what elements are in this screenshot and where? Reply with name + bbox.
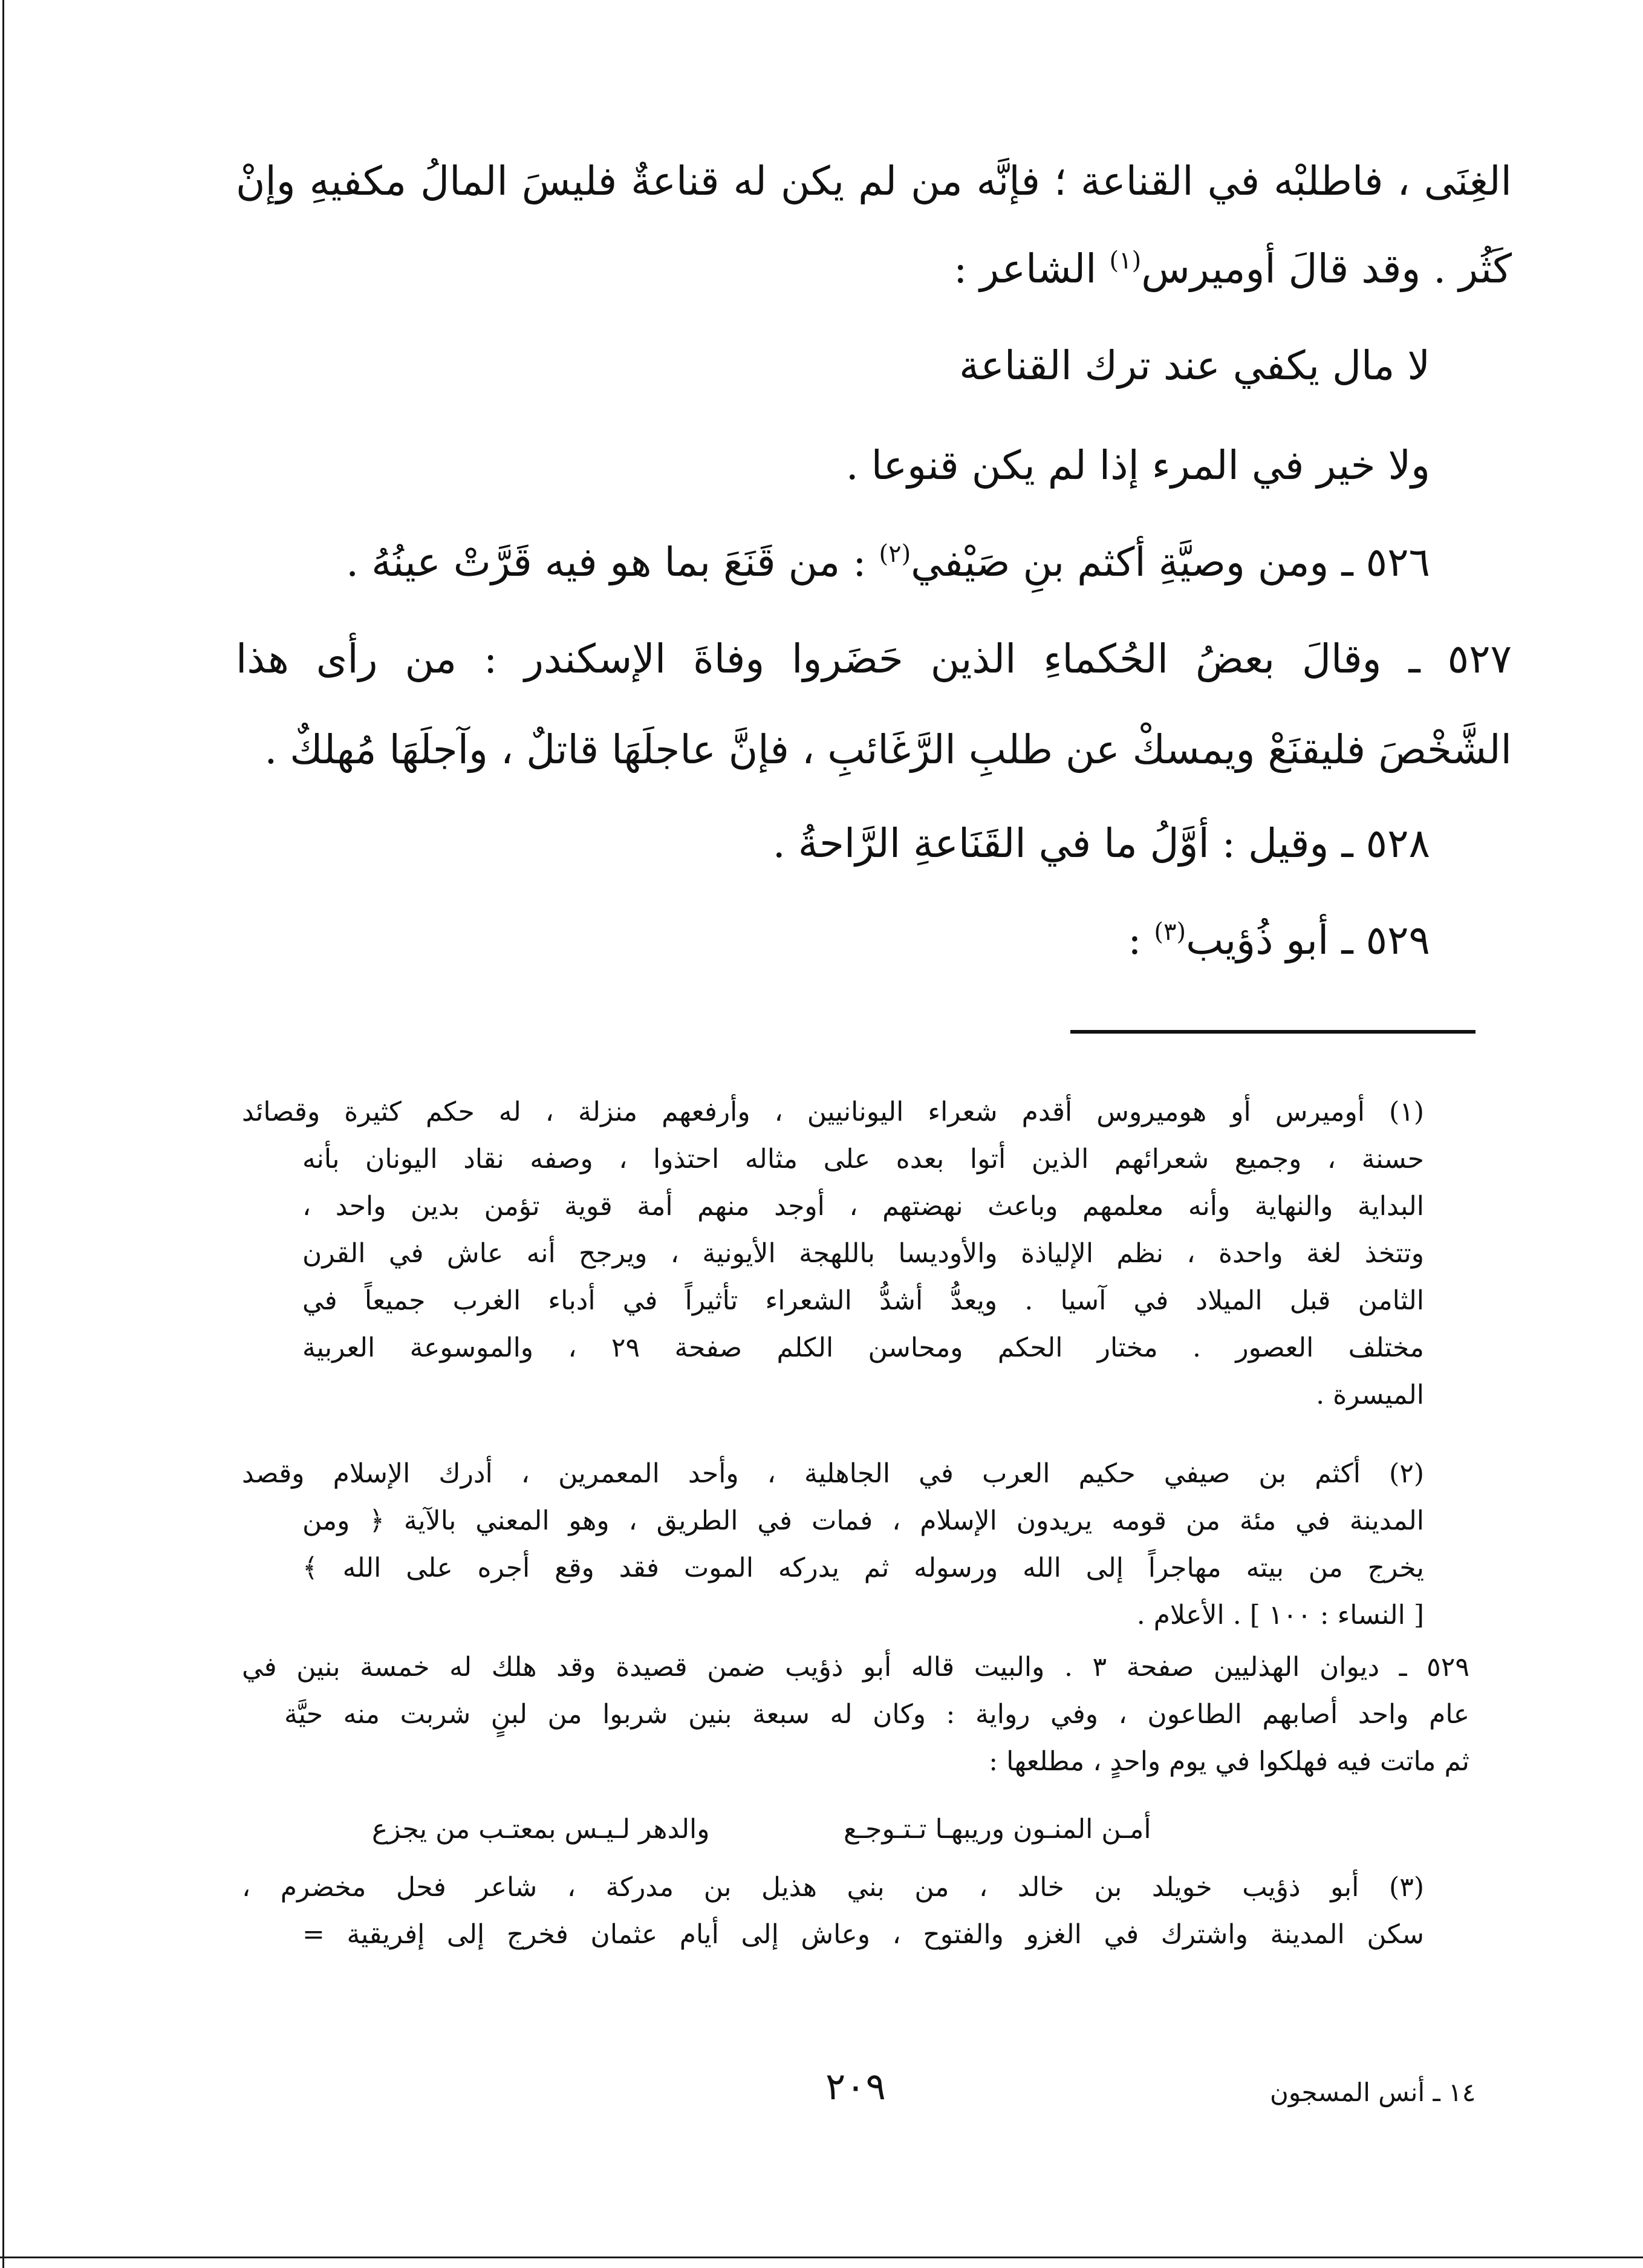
paragraph-line <box>236 154 1512 209</box>
verse-line <box>236 339 1430 393</box>
saying-text: : من قَنَعَ بما هو فيه قَرَّتْ عينُهُ . <box>346 539 879 585</box>
footnote-2 <box>242 1450 1424 1644</box>
footnote-line: سكن المدينة واشترك في الغزو والفتوح ، وعاش إلى أيام عثمان فخرج إلى إفريقية = <box>302 1919 1424 1950</box>
saying-text: ٥٢٧ ـ وقالَ بعضُ الحُكماءِ الذين حَضَروا وفاةَ الإسكندر : من رأى هذا <box>236 636 1512 682</box>
scan-frame-left-edge <box>2 0 4 2268</box>
footnote-ref-1: (١) <box>1109 247 1142 275</box>
footnote-3 <box>242 1864 1424 1961</box>
paragraph-text: كَثُر . وقد قالَ أوميرس <box>1141 246 1512 292</box>
footnote-line: عام واحد أصابهم الطاعون ، وفي رواية : وكان له سبعة بنين شربوا من لبنٍ شربت منه حيَّة <box>284 1699 1469 1730</box>
saying-528 <box>236 816 1430 871</box>
note-529 <box>242 1644 1469 1789</box>
footnote-line: (٢) أكثم بن صيفي حكيم العرب في الجاهلية ، وأحد المعمرين ، أدرك الإسلام وقصد <box>242 1458 1424 1489</box>
footnote-verse-left-hemistich: والدهر لـيـس بمعتـب من يجزع <box>372 1814 710 1845</box>
saying-text: : <box>1128 917 1154 963</box>
saying-526 <box>236 535 1430 590</box>
footnote-line: [ النساء : ١٠٠ ] . الأعلام . <box>1136 1600 1424 1631</box>
footnote-verse-right-hemistich: أمـن المنـون وريبهـا تـتـوجـع <box>844 1814 1151 1845</box>
saying-text: الشَّخْصَ فليقنَعْ ويمسكْ عن طلبِ الرَّغَائبِ ، فإنَّ عاجلَهَا قاتلٌ ، وآجلَهَا مُهلكٌ . <box>264 726 1512 773</box>
saying-text: ٥٢٦ ـ ومن وصيَّةِ أكثم بنِ صَيْفي <box>911 539 1430 585</box>
footnote-separator <box>1070 1030 1475 1034</box>
footnote-line: الميسرة . <box>1316 1380 1424 1410</box>
footnote-line: المدينة في مئة من قومه يريدون الإسلام ، فمات في الطريق ، وهو المعني بالآية ﴿ ومن <box>302 1505 1424 1536</box>
footnote-line: ٥٢٩ ـ ديوان الهذليين صفحة ٣ . والبيت قاله أبو ذؤيب ضمن قصيدة وقد هلك له خمسة بنين في <box>242 1652 1469 1683</box>
verse-text: لا مال يكفي عند ترك القناعة <box>959 342 1430 389</box>
footnote-line: (٣) أبو ذؤيب خويلد بن خالد ، من بني هذيل بن مدركة ، شاعر فحل مخضرم ، <box>242 1872 1424 1903</box>
footnote-line: وتتخذ لغة واحدة ، نظم الإلياذة والأوديسا باللهجة الأيونية ، ويرجح أنه عاش في القرن <box>302 1238 1424 1269</box>
verse-text: ولا خير في المرء إذا لم يكن قنوعا . <box>845 442 1430 489</box>
footnote-1 <box>242 1089 1424 1427</box>
paragraph-text: الغِنَى ، فاطلبْه في القناعة ؛ فإنَّه من لم يكن له قناعةٌ فليسَ المالُ مكفيهِ وإنْ <box>236 158 1512 204</box>
footnote-line: (١) أوميرس أو هوميروس أقدم شعراء اليونانيين ، وأرفعهم منزلة ، له حكم كثيرة وقصائد <box>242 1097 1424 1127</box>
footnote-line: البداية والنهاية وأنه معلمهم وباعث نهضتهم ، أوجد منهم أمة قوية تؤمن بدين واحد ، <box>302 1191 1424 1222</box>
signature-mark: ١٤ ـ أنس المسجون <box>1270 2077 1476 2107</box>
footnote-line: ثم ماتت فيه فهلكوا في يوم واحدٍ ، مطلعها : <box>989 1746 1469 1777</box>
paragraph-text: الشاعر : <box>954 246 1110 292</box>
paragraph-line <box>236 242 1512 296</box>
saying-527-line <box>236 632 1512 686</box>
verse-line <box>236 438 1430 493</box>
footnote-line: الثامن قبل الميلاد في آسيا . ويعدُّ أشدُّ الشعراء تأثيراً في أدباء الغرب جميعاً في <box>302 1285 1424 1316</box>
saying-text: ٥٢٨ ـ وقيل : أوَّلُ ما في القَنَاعةِ الرَّاحةُ . <box>772 820 1430 867</box>
footnote-line: حسنة ، وجميع شعرائهم الذين أتوا بعده على مثاله احتذوا ، وصفه نقاد اليونان بأنه <box>302 1144 1424 1175</box>
page-number: ٢٠٩ <box>825 2064 886 2108</box>
saying-text: ٥٢٩ ـ أبو ذُؤيب <box>1186 917 1430 963</box>
scan-frame-bottom-edge <box>0 2257 1643 2258</box>
saying-529 <box>236 913 1430 968</box>
footnote-ref-3: (٣) <box>1154 918 1186 946</box>
footnote-line: يخرج من بيته مهاجراً إلى الله ورسوله ثم يدركه الموت فقد وقع أجره على الله ﴾ <box>302 1553 1424 1583</box>
footnote-line: مختلف العصور . مختار الحكم ومحاسن الكلم صفحة ٢٩ ، والموسوعة العربية <box>302 1332 1425 1363</box>
saying-527-line <box>236 723 1512 777</box>
footnote-ref-2: (٢) <box>879 540 911 568</box>
